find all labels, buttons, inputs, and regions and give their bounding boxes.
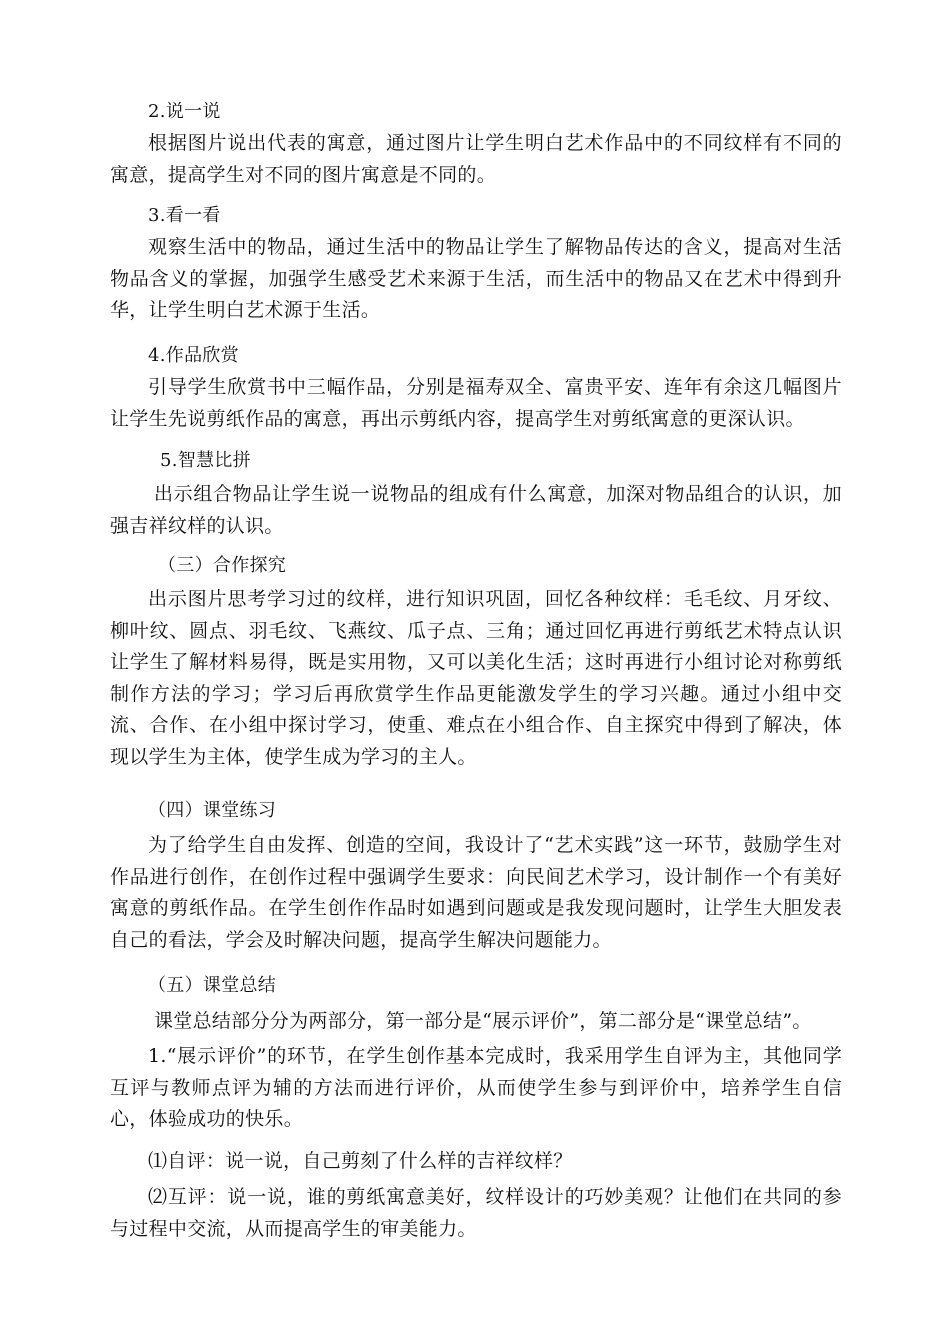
- section-heading: （四）课堂练习: [148, 800, 277, 821]
- paragraph: 课堂总结部分分为两部分，第一部分是“展示评价”，第二部分是“课堂总结”。: [154, 1010, 812, 1032]
- paragraph: 出示组合物品让学生说一说物品的组成有什么寓意，加深对物品组合的认识，加强吉祥纹样的认识。: [110, 483, 842, 537]
- section-heading: 4.作品欣赏: [148, 345, 239, 366]
- paragraph: 根据图片说出代表的寓意，通过图片让学生明白艺术作品中的不同纹样有不同的寓意，提高学生对不同的图片寓意是不同的。: [110, 132, 842, 186]
- paragraph: 1.“展示评价”的环节，在学生创作基本完成时，我采用学生自评为主，其他同学互评与教师点评为辅的方法而进行评价，从而使学生参与到评价中，培养学生自信心，体验成功的快乐。: [110, 1045, 842, 1130]
- paragraph: ⑵互评：说一说，谁的剪纸寓意美好，纹样设计的巧妙美观？让他们在共同的参与过程中交流，从而提高学生的审美能力。: [110, 1186, 842, 1240]
- section-heading: 5.智慧比拼: [160, 450, 251, 471]
- section-heading: 2.说一说: [148, 101, 221, 122]
- paragraph: 出示图片思考学习过的纹样，进行知识巩固，回忆各种纹样：毛毛纹、月牙纹、柳叶纹、圆点、羽毛纹、飞燕纹、瓜子点、三角；通过回忆再进行剪纸艺术特点认识让学生了解材料易得，既是实用物，又可以美化生活；这时再进行小组讨论对称剪纸制作方法的学习；学习后再欣赏学生作品更能激发学生的学习兴趣。通过小组中交流、合作、在小组中探讨学习，使重、难点在小组合作、自主探究中得到了解决，体现以学生为主体，使学生成为学习的主人。: [110, 588, 842, 768]
- paragraph: 观察生活中的物品，通过生活中的物品让学生了解物品传达的含义，提高对生活物品含义的掌握，加强学生感受艺术来源于生活，而生活中的物品又在艺术中得到升华，让学生明白艺术源于生活。: [110, 236, 842, 321]
- section-heading: （五）课堂总结: [148, 975, 277, 996]
- paragraph: 引导学生欣赏书中三幅作品，分别是福寿双全、富贵平安、连年有余这几幅图片让学生先说剪纸作品的寓意，再出示剪纸内容，提高学生对剪纸寓意的更深认识。: [110, 376, 842, 430]
- section-heading: （三）合作探究: [158, 555, 287, 576]
- paragraph: ⑴自评：说一说，自己剪刻了什么样的吉祥纹样？: [148, 1150, 573, 1172]
- paragraph: 为了给学生自由发挥、创造的空间，我设计了“艺术实践”这一环节，鼓励学生对作品进行创作，在创作过程中强调学生要求：向民间艺术学习，设计制作一个有美好寓意的剪纸作品。在学生创作作品时如遇到问题或是我发现问题时，让学生大胆发表自己的看法，学会及时解决问题，提高学生解决问题能力。: [110, 834, 842, 951]
- section-heading: 3.看一看: [148, 205, 221, 226]
